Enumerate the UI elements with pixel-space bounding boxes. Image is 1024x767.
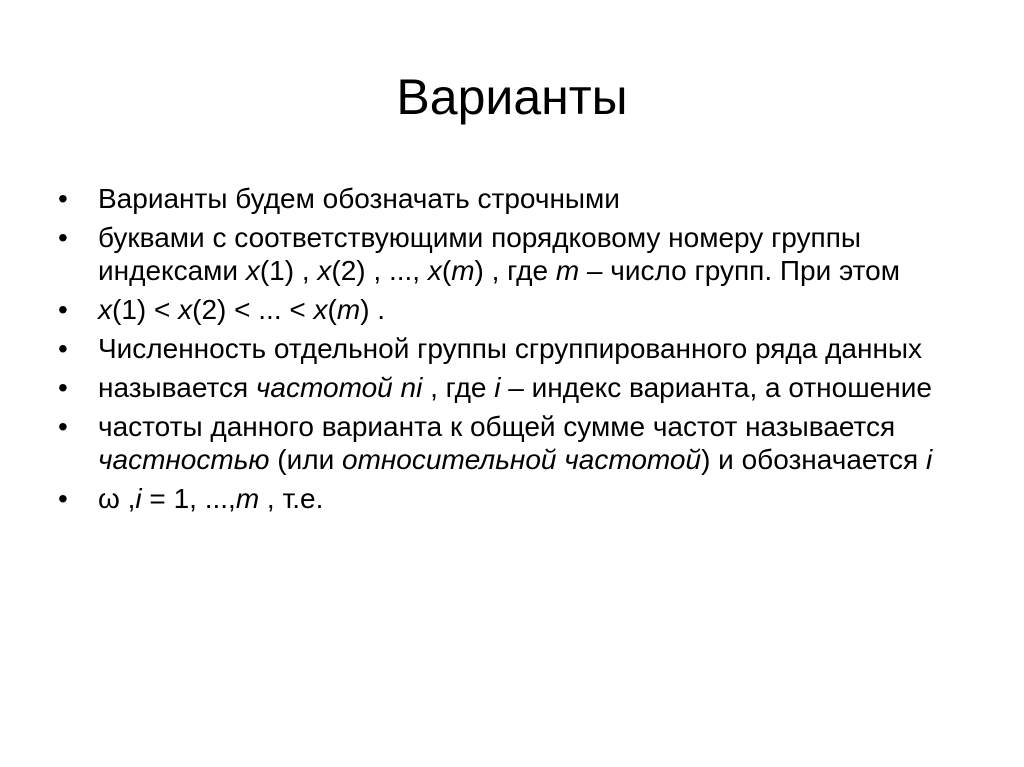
bullet-text: ω , [98, 483, 136, 514]
bullet-text: Численность отдельной группы сгруппированного ряда данных [98, 333, 923, 364]
bullet-text: (1) , [259, 255, 318, 286]
bullet-text: Варианты будем обозначать строчными [98, 183, 620, 214]
bullet-marker: • [58, 183, 68, 214]
italic-text: m [555, 255, 580, 286]
bullet-marker: • [58, 333, 68, 364]
italic-text: x [427, 255, 442, 286]
bullet-item [58, 182, 958, 215]
italic-text: частотой ni [255, 372, 423, 403]
bullet-text: ) и обозначается [701, 444, 926, 475]
italic-text: x [178, 294, 193, 325]
italic-text: m [336, 294, 361, 325]
bullet-text: – индекс варианта, а отношение [500, 372, 932, 403]
bullet-text: ( [327, 294, 337, 325]
bullet-text: ) , где [474, 255, 556, 286]
bullet-item [58, 221, 958, 287]
bullet-item [58, 332, 958, 365]
italic-text: i [494, 372, 501, 403]
italic-text: i [135, 483, 142, 514]
bullet-item [58, 293, 958, 326]
italic-text: m [451, 255, 475, 286]
bullet-text: , т.е. [259, 483, 324, 514]
bullet-marker: • [58, 222, 68, 253]
bullet-text: , где [422, 372, 495, 403]
italic-text: x [245, 255, 260, 286]
italic-text: x [317, 255, 332, 286]
bullet-text: (или [269, 444, 342, 475]
bullet-text: буквами с соответствующими порядковому номеру группы индексами [98, 222, 861, 286]
italic-text: относительной частотой [342, 444, 702, 475]
bullet-text: – число групп. При этом [579, 255, 900, 286]
italic-text: x [313, 294, 328, 325]
bullet-item [58, 410, 958, 476]
italic-text: x [98, 294, 112, 325]
bullet-text: (1) < [112, 294, 179, 325]
bullet-text: ( [441, 255, 452, 286]
bullet-item [58, 482, 958, 515]
bullet-marker: • [58, 294, 68, 325]
italic-text: m [235, 483, 260, 514]
slide-title: Варианты [396, 69, 628, 125]
italic-text: частностью [98, 444, 270, 475]
bullet-text: (2) , ..., [331, 255, 428, 286]
bullet-marker: • [58, 411, 68, 442]
bullet-item [58, 371, 958, 404]
bullet-marker: • [58, 483, 68, 514]
italic-text: i [925, 444, 933, 475]
bullet-text: = 1, ..., [141, 483, 236, 514]
bullet-text: частоты данного варианта к общей сумме частот называется [98, 411, 896, 442]
bullet-text: ) . [360, 294, 386, 325]
bullet-text: называется [98, 372, 256, 403]
bullet-text: (2) < ... < [192, 294, 314, 325]
bullet-marker: • [58, 372, 68, 403]
bullet-list [58, 182, 958, 521]
